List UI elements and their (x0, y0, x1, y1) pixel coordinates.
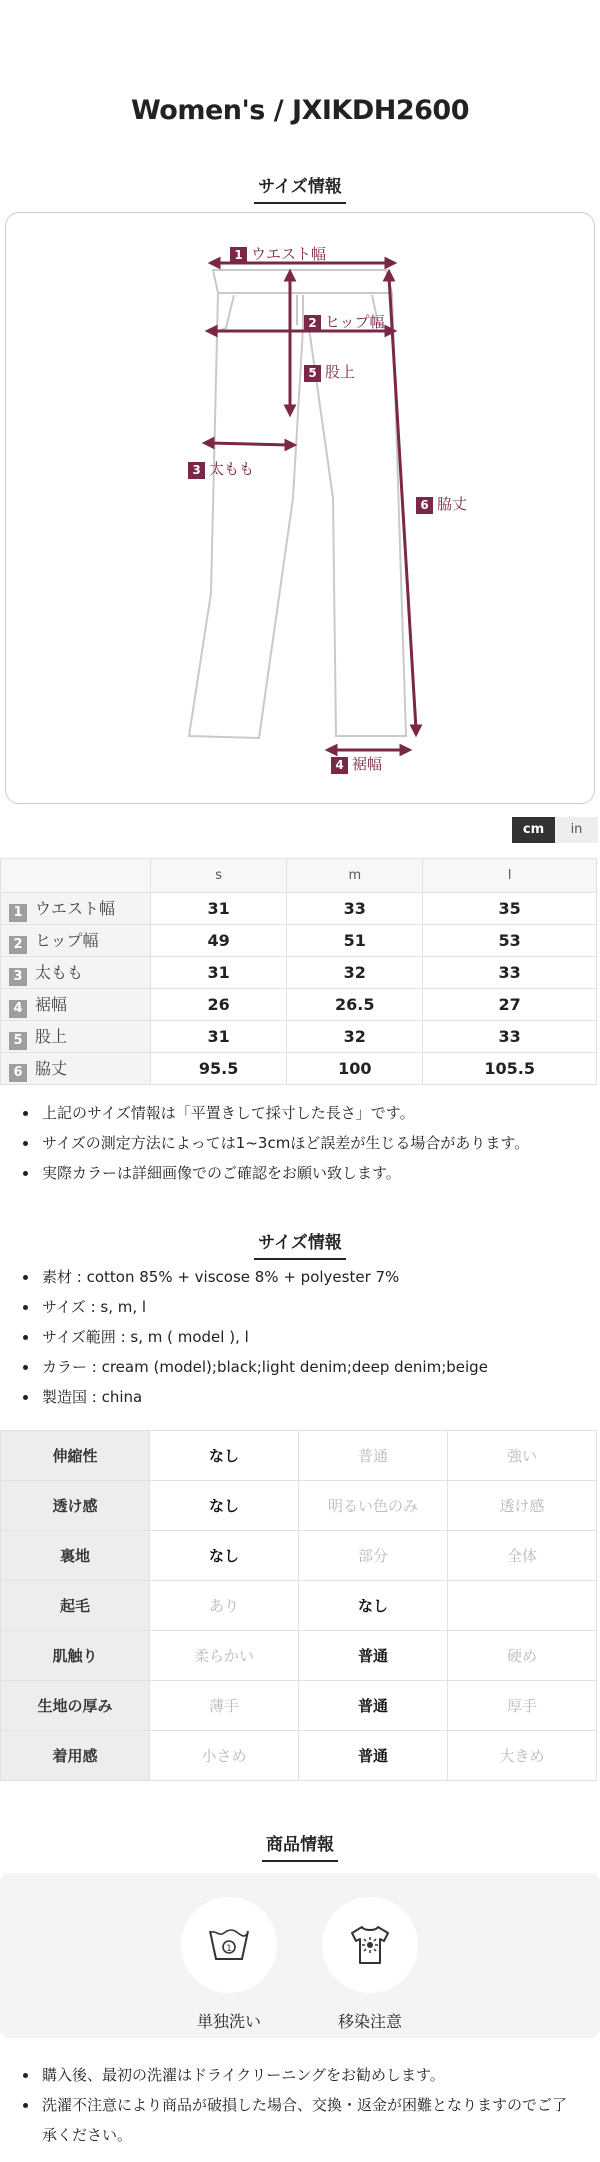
table-cell: 33 (423, 1021, 597, 1053)
unit-toggle[interactable] (512, 817, 598, 843)
property-option: なし (150, 1431, 299, 1481)
table-cell: 33 (423, 957, 597, 989)
property-option: 透け感 (448, 1481, 597, 1531)
row-label: 1 ウエスト幅 (1, 893, 151, 925)
table-cell: 31 (151, 1021, 287, 1053)
table-row (1, 1731, 597, 1781)
spec-origin: 製造国 : china (0, 1382, 600, 1412)
property-option (448, 1581, 597, 1631)
care-item-color-transfer (320, 1897, 420, 2032)
property-option: 部分 (299, 1531, 448, 1581)
care-icon-circle (181, 1897, 277, 1993)
table-row (1, 989, 597, 1021)
row-number-badge: 6 (9, 1064, 27, 1082)
table-row (1, 1631, 597, 1681)
property-option: なし (150, 1481, 299, 1531)
property-option: 小さめ (150, 1731, 299, 1781)
property-option: 強い (448, 1431, 597, 1481)
hand-wash-icon (207, 1923, 251, 1967)
size-header-s: s (151, 859, 287, 893)
table-row (1, 1431, 597, 1481)
property-option: なし (150, 1531, 299, 1581)
property-option: 厚手 (448, 1681, 597, 1731)
spec-list (0, 1262, 600, 1412)
row-number-badge: 2 (9, 936, 27, 954)
spec-size-range: サイズ範囲 : s, m ( model ), l (0, 1322, 600, 1352)
fabric-property-table (0, 1430, 597, 1781)
unit-cm-button[interactable]: cm (512, 817, 555, 843)
property-option: なし (299, 1581, 448, 1631)
measurement-lines (205, 259, 420, 754)
table-cell: 27 (423, 989, 597, 1021)
list-item: サイズの測定方法によっては1~3cmほど誤差が生じる場合があります。 (0, 1128, 600, 1158)
diagram-label-waist: 1 ウエスト幅 (230, 243, 326, 264)
table-row (1, 1531, 597, 1581)
care-item-hand-wash (179, 1897, 279, 2032)
property-option: 普通 (299, 1681, 448, 1731)
list-item: 洗濯不注意により商品が破損した場合、交換・返金が困難となりますのでご了承ください。 (0, 2090, 600, 2150)
care-label: 移染注意 (337, 2012, 402, 2031)
row-number-badge: 4 (9, 1000, 27, 1018)
table-cell: 32 (287, 957, 423, 989)
care-icon-circle (322, 1897, 418, 1993)
property-option: 全体 (448, 1531, 597, 1581)
property-label: 伸縮性 (1, 1431, 150, 1481)
table-cell: 33 (287, 893, 423, 925)
row-label: 2 ヒップ幅 (1, 925, 151, 957)
table-cell: 105.5 (423, 1053, 597, 1085)
care-instructions (0, 1873, 600, 2038)
list-item: 購入後、最初の洗濯はドライクリーニングをお勧めします。 (0, 2060, 600, 2090)
table-row (1, 1481, 597, 1531)
diagram-label-thigh: 3 太もも (188, 458, 254, 479)
table-cell: 35 (423, 893, 597, 925)
diagram-label-outseam: 6 脇丈 (416, 493, 467, 514)
pants-outline (189, 270, 406, 738)
size-diagram (5, 212, 595, 804)
table-cell: 32 (287, 1021, 423, 1053)
property-label: 生地の厚み (1, 1681, 150, 1731)
property-option: 普通 (299, 1631, 448, 1681)
table-cell: 51 (287, 925, 423, 957)
list-item: 実際カラーは詳細画像でのご確認をお願い致します。 (0, 1158, 600, 1188)
property-label: 裏地 (1, 1531, 150, 1581)
product-notes (0, 2060, 600, 2150)
table-row (1, 1581, 597, 1631)
size-notes (0, 1098, 600, 1188)
property-label: 肌触り (1, 1631, 150, 1681)
color-transfer-icon (348, 1923, 392, 1967)
property-option: 硬め (448, 1631, 597, 1681)
unit-in-button[interactable]: in (555, 817, 598, 843)
diagram-label-hip: 2 ヒップ幅 (304, 311, 385, 332)
row-number-badge: 3 (9, 968, 27, 986)
row-number-badge: 5 (9, 1032, 27, 1050)
row-label: 6 脇丈 (1, 1053, 151, 1085)
list-item: 上記のサイズ情報は「平置きして採寸した長さ」です。 (0, 1098, 600, 1128)
spec-size: サイズ : s, m, l (0, 1292, 600, 1322)
property-label: 着用感 (1, 1731, 150, 1781)
spec-color: カラー : cream (model);black;light denim;deep denim;beige (0, 1352, 600, 1382)
diagram-label-hem: 4 裾幅 (331, 753, 382, 774)
property-option: 薄手 (150, 1681, 299, 1731)
table-cell: 26 (151, 989, 287, 1021)
table-cell: 53 (423, 925, 597, 957)
page-title: Women's / JXIKDH2600 (130, 95, 470, 126)
svg-text:1: 1 (226, 1944, 232, 1954)
property-option: 普通 (299, 1731, 448, 1781)
size-header-m: m (287, 859, 423, 893)
row-number-badge: 1 (9, 904, 27, 922)
diagram-label-rise: 5 股上 (304, 361, 355, 382)
table-cell: 31 (151, 957, 287, 989)
property-label: 透け感 (1, 1481, 150, 1531)
table-row (1, 957, 597, 989)
size-table-header (1, 859, 597, 893)
table-row (1, 1053, 597, 1085)
row-label: 4 裾幅 (1, 989, 151, 1021)
table-row (1, 1021, 597, 1053)
table-row (1, 1681, 597, 1731)
care-label: 単独洗い (196, 2012, 261, 2031)
row-label: 3 太もも (1, 957, 151, 989)
empty-header-cell (1, 859, 151, 893)
property-option: あり (150, 1581, 299, 1631)
size-info-heading: サイズ情報 (0, 172, 600, 204)
size-header-l: l (423, 859, 597, 893)
info-heading: サイズ情報 (0, 1228, 600, 1260)
property-option: 普通 (299, 1431, 448, 1481)
pants-diagram (6, 213, 596, 805)
product-info-heading: 商品情報 (0, 1830, 600, 1862)
table-cell: 100 (287, 1053, 423, 1085)
table-row (1, 893, 597, 925)
table-cell: 31 (151, 893, 287, 925)
property-option: 明るい色のみ (299, 1481, 448, 1531)
row-label: 5 股上 (1, 1021, 151, 1053)
table-cell: 95.5 (151, 1053, 287, 1085)
property-label: 起毛 (1, 1581, 150, 1631)
size-table (0, 858, 597, 1085)
table-cell: 49 (151, 925, 287, 957)
property-option: 柔らかい (150, 1631, 299, 1681)
property-option: 大きめ (448, 1731, 597, 1781)
table-row (1, 925, 597, 957)
spec-material: 素材 : cotton 85% + viscose 8% + polyester 7% (0, 1262, 600, 1292)
table-cell: 26.5 (287, 989, 423, 1021)
